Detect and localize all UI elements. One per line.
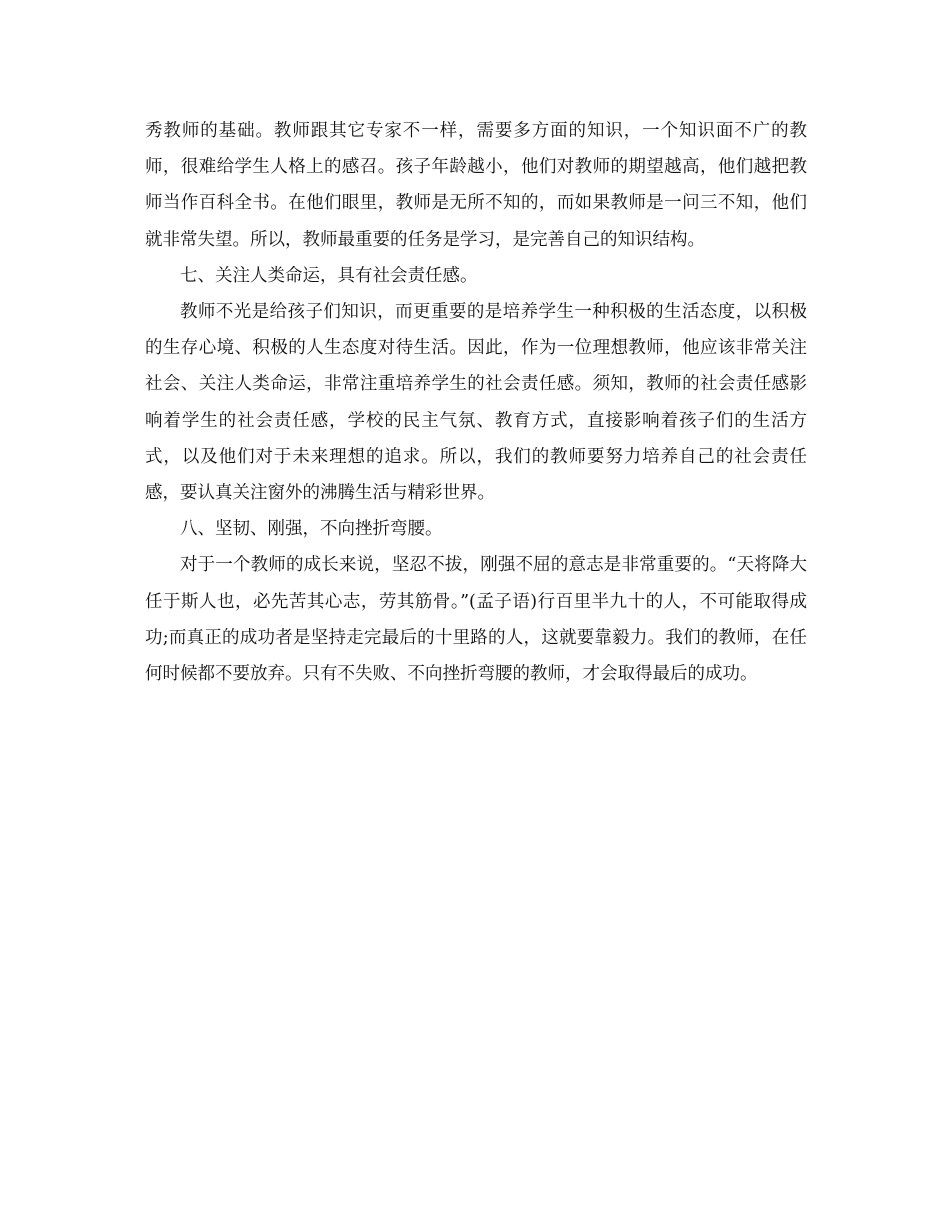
- paragraph-social-responsibility: 教师不光是给孩子们知识，而更重要的是培养学生一种积极的生活态度，以积极的生存心境、积极的人生态度对待生活。因此，作为一位理想教师，他应该非常关注社会、关注人类命运，非常注重培养学生的社会责任感。须知，教师的社会责任感影响着学生的社会责任感，学校的民主气氛、教育方式，直接影响着孩子们的生活方式，以及他们对于未来理想的追求。所以，我们的教师要努力培养自己的社会责任感，要认真关注窗外的沸腾生活与精彩世界。: [145, 302, 807, 504]
- paragraph-perseverance: 对于一个教师的成长来说，坚忍不拔，刚强不屈的意志是非常重要的。“天将降大任于斯人也，必先苦其心志，劳其筋骨。”(孟子语)行百里半九十的人，不可能取得成功;而真正的成功者是坚持走完最后的十里路的人，这就要靠毅力。我们的教师，在任何时候都不要放弃。只有不失败、不向挫折弯腰的教师，才会取得最后的成功。: [145, 555, 807, 685]
- paragraph-continuation: 秀教师的基础。教师跟其它专家不一样，需要多方面的知识，一个知识面不广的教师，很难给学生人格上的感召。孩子年龄越小，他们对教师的期望越高，他们越把教师当作百科全书。在他们眼里，教师是无所不知的，而如果教师是一问三不知，他们就非常失望。所以，教师最重要的任务是学习，是完善自己的知识结构。: [145, 121, 807, 250]
- section-heading-eight: 八、坚韧、刚强，不向挫折弯腰。: [180, 519, 443, 540]
- section-heading-seven: 七、关注人类命运，具有社会责任感。: [180, 265, 478, 286]
- document-body: [145, 113, 807, 692]
